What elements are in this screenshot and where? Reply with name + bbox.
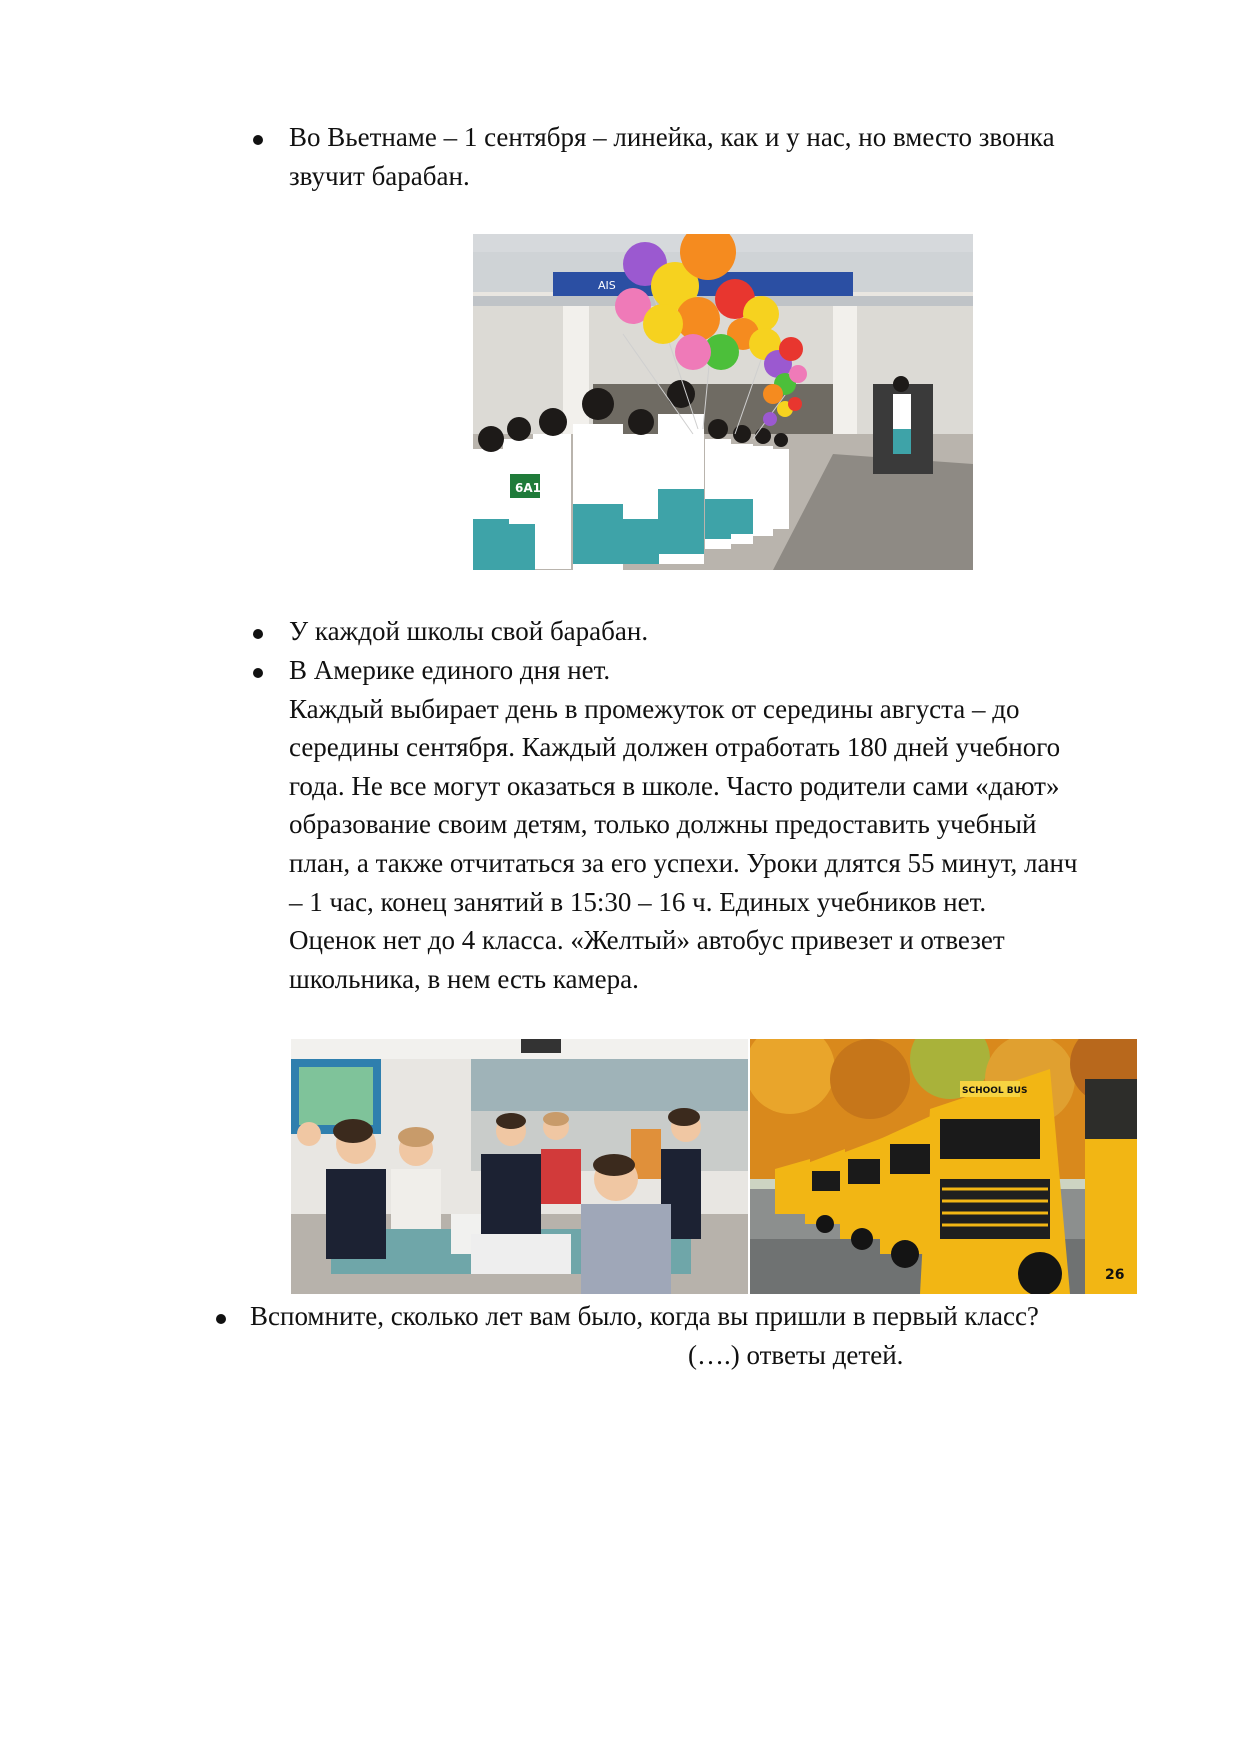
paragraph-line: Во Вьетнаме – 1 сентября – линейка, как и у нас, но вместо звонка: [289, 122, 1055, 152]
bus-label-text: SCHOOL BUS: [962, 1086, 1028, 1096]
paragraph-line: школьника, в нем есть камера.: [289, 964, 639, 994]
bullet-disc-icon: [253, 629, 263, 639]
bullet-disc-icon: [216, 1314, 226, 1324]
paragraph-line: образование своим детям, только должны предоставить учебный: [289, 809, 1037, 839]
paragraph-line: – 1 час, конец занятий в 15:30 – 16 ч. Единых учебников нет.: [289, 887, 987, 917]
vietnam-ceremony-photo: [473, 234, 973, 570]
paragraph-line: У каждой школы свой барабан.: [289, 616, 649, 646]
bullet-disc-icon: [253, 668, 263, 678]
classroom-photo: [291, 1039, 748, 1294]
question-line: Вспомните, сколько лет вам было, когда вы пришли в первый класс?: [250, 1301, 1039, 1331]
school-bus-photo: [750, 1039, 1137, 1294]
paragraph-line: Каждый выбирает день в промежуток от середины августа – до: [289, 694, 1020, 724]
bus-number-text: 26: [1105, 1267, 1125, 1283]
banner-text: AIS: [598, 279, 616, 292]
answer-line: (….) ответы детей.: [688, 1340, 904, 1370]
paragraph-line: В Америке единого дня нет.: [289, 655, 611, 685]
paragraph-line: план, а также отчитаться за его успехи. Уроки длятся 55 минут, ланч: [289, 848, 1078, 878]
paragraph-line: звучит барабан.: [289, 161, 470, 191]
class-sign-text: 6A1: [515, 481, 541, 495]
paragraph-line: середины сентября. Каждый должен отработать 180 дней учебного: [289, 732, 1061, 762]
bullet-disc-icon: [253, 135, 263, 145]
paragraph-line: Оценок нет до 4 класса. «Желтый» автобус привезет и отвезет: [289, 925, 1005, 955]
paragraph-line: года. Не все могут оказаться в школе. Часто родители сами «дают»: [289, 771, 1060, 801]
